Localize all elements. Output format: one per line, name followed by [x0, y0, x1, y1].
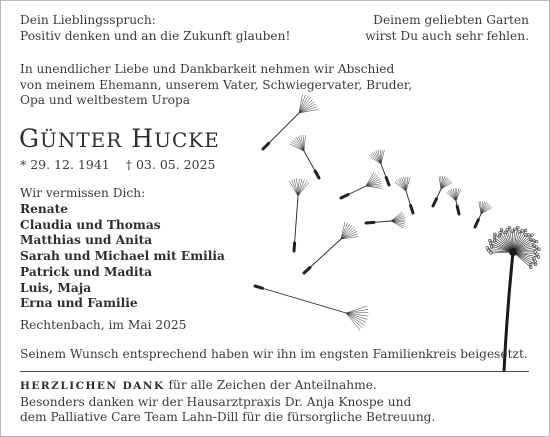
thanks-heading: HERZLICHEN DANK	[20, 380, 165, 392]
seed-body	[315, 171, 319, 178]
birth-date: * 29. 12. 1941	[20, 157, 110, 172]
seed-fluff	[346, 313, 360, 330]
seed-body	[475, 220, 478, 227]
seed-body	[294, 243, 295, 251]
seed-fluff	[346, 309, 368, 313]
mourner-entry: Claudia und Thomas	[20, 217, 161, 232]
intro-line: Opa und weltbestem Uropa	[20, 93, 191, 107]
seed-body	[341, 195, 348, 198]
seed-body	[366, 222, 374, 223]
thanks-line-3: dem Palliative Care Team Lahn-Dill für die fürsorgliche Betreuung.	[20, 410, 436, 424]
seed-fluff	[398, 179, 406, 191]
thanks-section	[20, 378, 435, 426]
seed-fluff	[371, 154, 381, 164]
seed-fluff	[481, 206, 491, 214]
seed-fluff	[406, 177, 410, 191]
seed-fluff	[304, 135, 305, 151]
seed-fluff	[391, 214, 403, 221]
seed-fluff	[406, 177, 408, 191]
mourner-entry: Sarah und Michael mit Emilia	[20, 249, 225, 264]
last-name-initial: H	[131, 124, 155, 153]
first-name-rest: ÜNTER	[39, 128, 123, 152]
divider-line	[20, 371, 529, 372]
seed-fluff	[391, 221, 403, 228]
place-and-date: Rechtenbach, im Mai 2025	[20, 318, 187, 332]
seed-fluff	[366, 186, 382, 188]
saying-text: Positiv denken und an die Zukunft glauben!	[20, 28, 291, 43]
thanks-line-1-text: für alle Zeichen der Anteilnahme.	[164, 378, 377, 392]
seed-fluff	[298, 181, 307, 196]
seed-fluff	[441, 181, 451, 189]
burial-notice: Seinem Wunsch entsprechend haben wir ihn im engsten Familienkreis beigesetzt.	[20, 347, 528, 361]
saying-heading: Dein Lieblingsspruch:	[20, 13, 156, 27]
seed-fluff	[450, 190, 456, 201]
seed-fluff	[395, 182, 406, 191]
seed-fluff	[291, 142, 304, 151]
intro-line: In unendlicher Liebe und Dankbarkeit nehmen wir Abschied	[20, 62, 395, 76]
seed-fluff	[346, 313, 365, 325]
seed-fluff	[447, 192, 456, 201]
intro-line: von meinem Ehemann, unserem Vater, Schwiegervater, Bruder,	[20, 77, 413, 92]
mourner-entry: Luis, Maja	[20, 280, 92, 295]
garden-note-line-1: Deinem geliebten Garten	[373, 13, 529, 27]
dandelion-seeds	[255, 94, 492, 330]
mourner-entry: Patrick und Madita	[20, 264, 153, 279]
seed-body	[457, 206, 459, 214]
farewell-intro	[20, 62, 412, 109]
mourner-entry: Erna und Familie	[20, 296, 138, 311]
thanks-line-2: Besonders danken wir der Hausarztpraxis Dr. Anja Knospe und	[20, 394, 412, 409]
seed-stalk	[255, 286, 346, 313]
seed-fluff	[289, 181, 298, 196]
garden-note-line-2: wirst Du auch sehr fehlen.	[365, 28, 529, 43]
mourners-heading: Wir vermissen Dich:	[20, 186, 146, 200]
life-dates	[20, 157, 216, 173]
seed-fluff	[292, 140, 304, 151]
thanks-line-1	[20, 378, 435, 395]
seed-fluff	[374, 151, 381, 164]
garden-note	[365, 13, 529, 44]
seed-fluff	[366, 177, 379, 186]
first-name-initial: G	[19, 124, 40, 153]
seed-body	[255, 286, 263, 288]
last-name-rest: UCKE	[154, 128, 220, 152]
seed-body	[304, 268, 310, 273]
seed-body	[433, 199, 436, 206]
seed-body	[263, 143, 269, 149]
favorite-saying	[20, 13, 290, 44]
mourner-entry: Matthias und Anita	[20, 233, 153, 248]
death-date: † 03. 05. 2025	[125, 157, 216, 172]
mourners-list	[20, 202, 225, 312]
seed-fluff	[346, 306, 367, 313]
mourner-entry: Renate	[20, 202, 69, 216]
deceased-name	[19, 124, 220, 153]
seed-fluff	[366, 173, 376, 186]
seed-body	[386, 178, 389, 185]
seed-body	[411, 205, 413, 213]
